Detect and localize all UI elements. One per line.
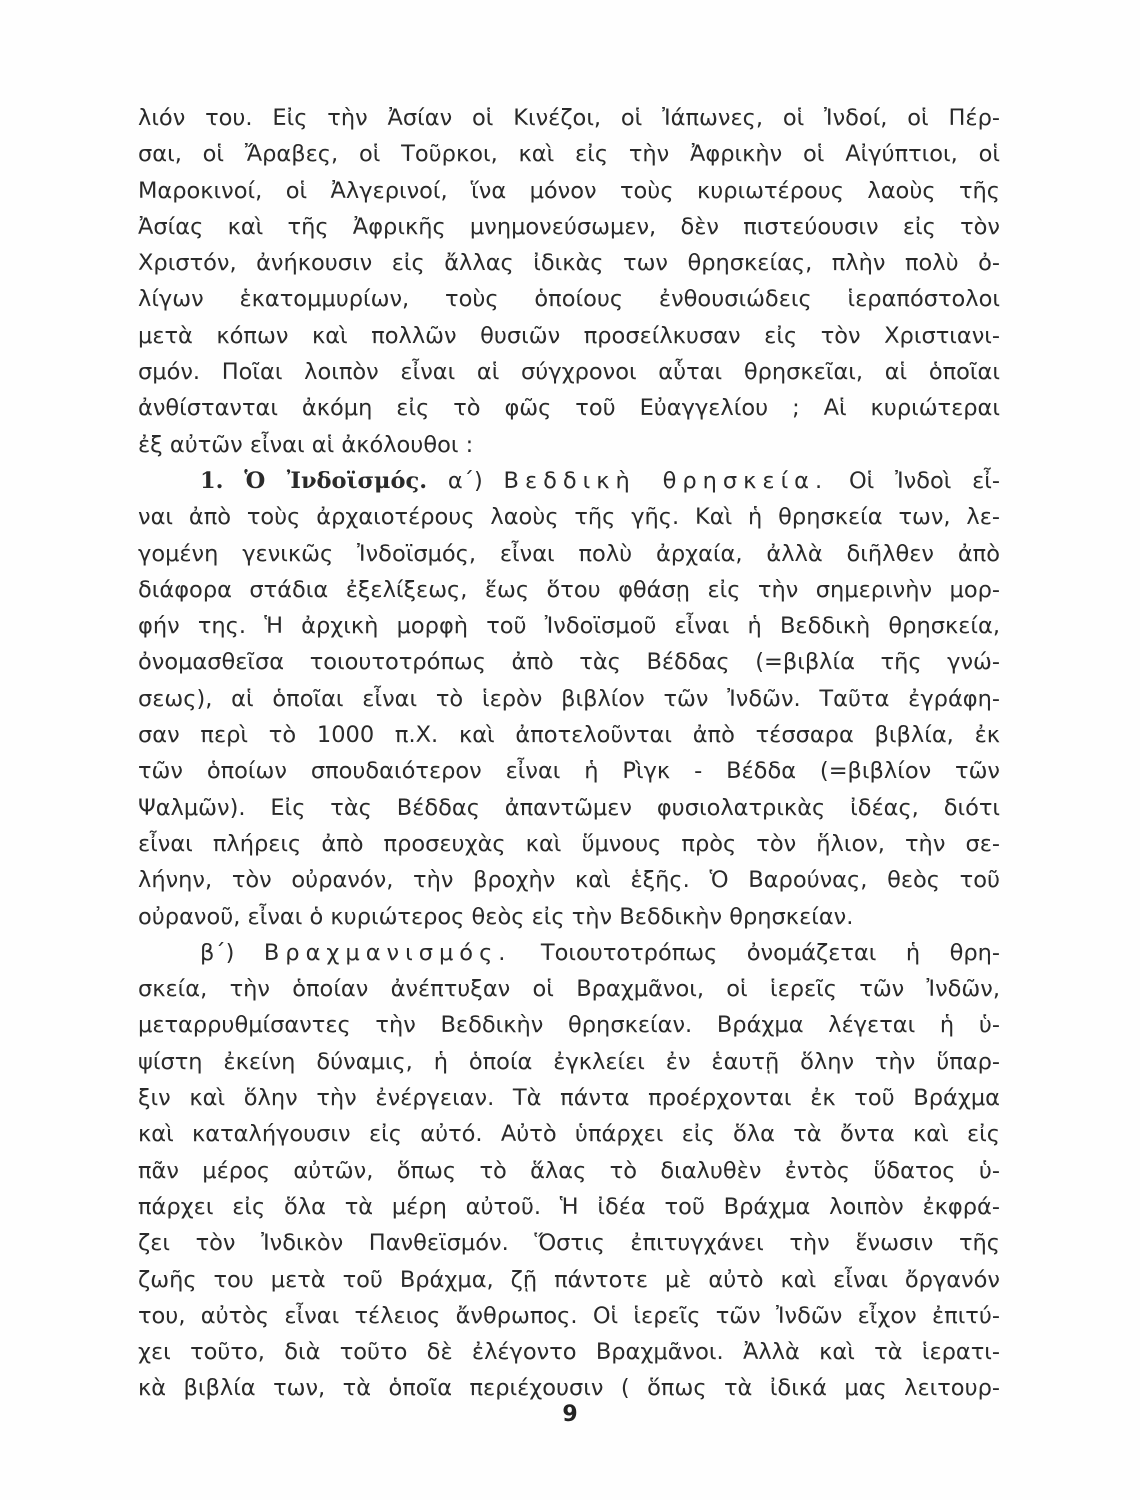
text-line: λίγων ἑκατομμυρίων, τοὺς ὁποίους ἐνθουσιώδεις ἱεραπόστολοι [138,286,1000,313]
text-line: ἐξ αὐτῶν εἶναι αἱ ἀκόλουθοι : [138,431,474,458]
text-line: ζωῆς του μετὰ τοῦ Βράχμα, ζῇ πάντοτε μὲ αὐτὸ καὶ εἶναι ὄργανόν [138,1266,1000,1293]
subsection-label: β΄) [200,939,235,966]
text-line: σαι, οἱ Ἄραβες, οἱ Τοῦρκοι, καὶ εἰς τὴν Ἀφρικὴν οἱ Αἰγύπτιοι, οἱ [138,141,1000,168]
text-line: καὶ καταλήγουσιν εἰς αὐτό. Αὐτὸ ὑπάρχει εἰς ὅλα τὰ ὄντα καὶ εἰς [138,1121,1000,1148]
section-heading-number: 1. [200,467,224,494]
text-line: σκεία, τὴν ὁποίαν ἀνέπτυξαν οἱ Βραχμᾶνοι, οἱ ἱερεῖς τῶν Ἰνδῶν, [138,976,1000,1003]
text-line: μεταρρυθμίσαντες τὴν Βεδδικὴν θρησκείαν. Βράχμα λέγεται ἡ ὑ- [138,1012,1000,1039]
section-heading-line [138,463,1000,499]
subsection-title: Βεδδικὴ θρησκεία. [503,467,829,494]
text-line: Ψαλμῶν). Εἰς τὰς Βέδδας ἀπαντῶμεν φυσιολατρικὰς ἰδέας, διότι [138,794,1000,821]
subsection-label: α΄) [447,467,483,494]
text-line: πᾶν μέρος αὐτῶν, ὅπως τὸ ἅλας τὸ διαλυθὲν ἐντὸς ὕδατος ὑ- [138,1157,1000,1184]
text-line: μετὰ κόπων καὶ πολλῶν θυσιῶν προσείλκυσαν εἰς τὸν Χριστιανι- [138,322,1000,349]
text-line: λιόν του. Εἰς τὴν Ἀσίαν οἱ Κινέζοι, οἱ Ἰάπωνες, οἱ Ἰνδοί, οἱ Πέρ- [138,105,1000,131]
text-line: ζει τὸν Ἰνδικὸν Πανθεϊσμόν. Ὅστις ἐπιτυγχάνει τὴν ἕνωσιν τῆς [138,1230,1000,1257]
text-line: Μαροκινοί, οἱ Ἀλγερινοί, ἵνα μόνον τοὺς κυριωτέρους λαοὺς τῆς [138,177,1000,204]
text-line: σμόν. Ποῖαι λοιπὸν εἶναι αἱ σύγχρονοι αὗται θρησκεῖαι, αἱ ὁποῖαι [138,359,1000,386]
text-line: ξιν καὶ ὅλην τὴν ἐνέργειαν. Τὰ πάντα προέρχονται ἐκ τοῦ Βράχμα [138,1085,1000,1112]
text-line: διάφορα στάδια ἐξελίξεως, ἕως ὅτου φθάσῃ εἰς τὴν σημερινὴν μορ- [138,576,1000,603]
text-line: Χριστόν, ἀνήκουσιν εἰς ἄλλας ἰδικὰς των θρησκείας, πλὴν πολὺ ὀ- [138,250,1000,277]
text-line: χει τοῦτο, διὰ τοῦτο δὲ ἐλέγοντο Βραχμᾶνοι. Ἀλλὰ καὶ τὰ ἱερατι- [138,1339,1000,1366]
text-line: ναι ἀπὸ τοὺς ἀρχαιοτέρους λαοὺς τῆς γῆς. Καὶ ἡ θρησκεία των, λε- [138,504,1000,531]
heading-line-rest: Τοιουτοτρόπως ὀνομάζεται ἡ θρη- [540,939,1001,966]
text-line: σαν περὶ τὸ 1000 π.Χ. καὶ ἀποτελοῦνται ἀπὸ τέσσαρα βιβλία, ἐκ [138,722,1000,749]
subsection-title: Βραχμανισμός. [263,939,512,966]
text-line: ἀνθίστανται ἀκόμη εἰς τὸ φῶς τοῦ Εὐαγγελίου ; Αἱ κυριώτεραι [138,395,1000,422]
page-number: 9 [562,1402,578,1427]
text-line: εἶναι πλήρεις ἀπὸ προσευχὰς καὶ ὕμνους πρὸς τὸν ἥλιον, τὴν σε- [138,830,1000,857]
text-line: πάρχει εἰς ὅλα τὰ μέρη αὐτοῦ. Ἡ ἰδέα τοῦ Βράχμα λοιπὸν ἐκφρά- [138,1193,1000,1220]
text-line: ὀνομασθεῖσα τοιουτοτρόπως ἀπὸ τὰς Βέδδας (=βιβλία τῆς γνώ- [138,649,1000,676]
text-line: γομένη γενικῶς Ἰνδοϊσμός, εἶναι πολὺ ἀρχαία, ἀλλὰ διῆλθεν ἀπὸ [138,540,1000,567]
section-heading-title: Ὁ Ἰνδοϊσμός. [244,467,428,494]
heading-line-rest: Οἱ Ἰνδοὶ εἶ- [848,467,1001,494]
text-line: τῶν ὁποίων σπουδαιότερον εἶναι ἡ Ρὶγκ - Βέδδα (=βιβλίον τῶν [138,758,1000,785]
text-line: σεως), αἱ ὁποῖαι εἶναι τὸ ἱερὸν βιβλίον τῶν Ἰνδῶν. Ταῦτα ἐγράφη- [138,685,1000,712]
text-line: φήν της. Ἡ ἀρχικὴ μορφὴ τοῦ Ἰνδοϊσμοῦ εἶναι ἡ Βεδδικὴ θρησκεία, [138,613,1000,640]
body-text [138,100,1000,1407]
text-line: κὰ βιβλία των, τὰ ὁποῖα περιέχουσιν ( ὅπως τὰ ἰδικά μας λειτουρ- [138,1375,1000,1402]
text-line: ψίστη ἐκείνη δύναμις, ἡ ὁποία ἐγκλείει ἐν ἑαυτῇ ὅλην τὴν ὕπαρ- [138,1048,1000,1075]
subsection-heading-line [138,935,1000,971]
text-line: Ἀσίας καὶ τῆς Ἀφρικῆς μνημονεύσωμεν, δὲν πιστεύουσιν εἰς τὸν [138,213,1000,240]
text-line: οὐρανοῦ, εἶναι ὁ κυριώτερος θεὸς εἰς τὴν Βεδδικὴν θρησκείαν. [138,903,854,930]
text-line: λήνην, τὸν οὐρανόν, τὴν βροχὴν καὶ ἑξῆς. Ὁ Βαρούνας, θεὸς τοῦ [138,867,1000,894]
text-line: του, αὐτὸς εἶναι τέλειος ἄνθρωπος. Οἱ ἱερεῖς τῶν Ἰνδῶν εἶχον ἐπιτύ- [138,1302,1000,1329]
